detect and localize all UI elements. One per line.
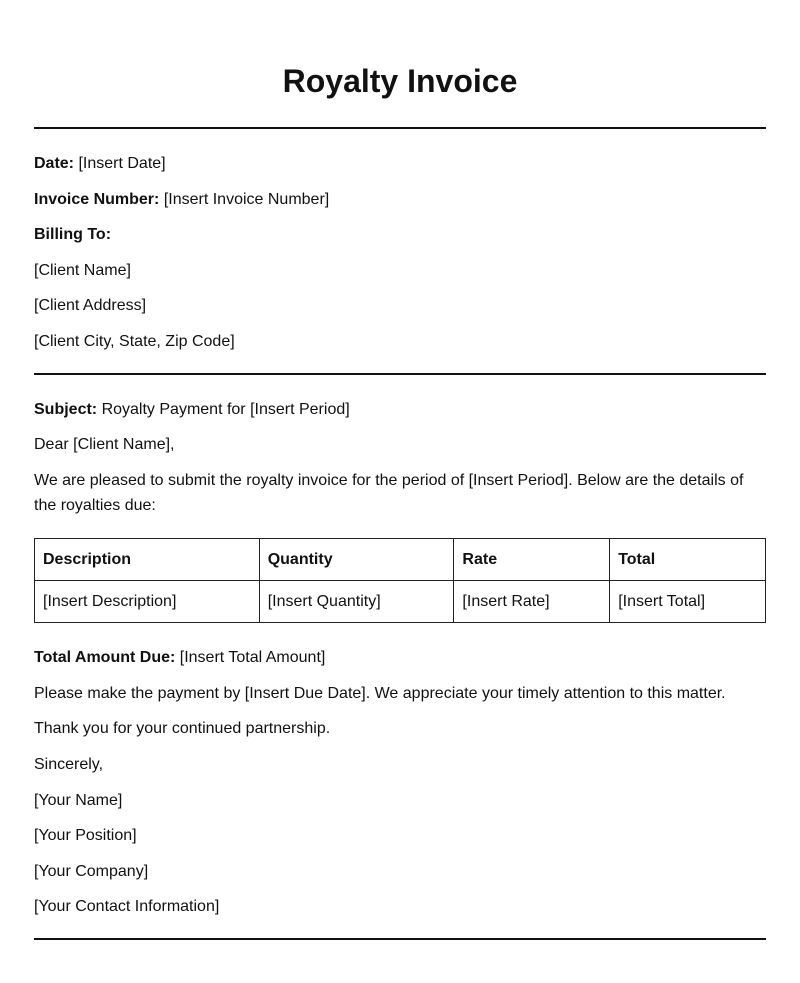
your-name: [Your Name]: [34, 792, 123, 809]
header-rate: Rate: [454, 539, 610, 581]
invoice-number-line: [34, 190, 766, 210]
header-total: Total: [610, 539, 766, 581]
date-line: [34, 154, 766, 174]
subject-line: [34, 400, 766, 420]
your-contact: [Your Contact Information]: [34, 898, 220, 915]
date-label: Date:: [34, 155, 75, 172]
cell-total: [Insert Total]: [610, 581, 766, 623]
total-due-line: [34, 648, 766, 668]
royalty-table: [34, 538, 766, 623]
sign-off: Sincerely,: [34, 756, 104, 773]
subject-value: Royalty Payment for [Insert Period]: [101, 401, 350, 418]
greeting: Dear [Client Name],: [34, 436, 175, 453]
client-city-state-zip: [Client City, State, Zip Code]: [34, 333, 235, 350]
client-address: [Client Address]: [34, 297, 147, 314]
divider-top: [34, 127, 766, 129]
page-title: Royalty Invoice: [282, 63, 518, 99]
your-company: [Your Company]: [34, 863, 149, 880]
total-due-label: Total Amount Due:: [34, 649, 176, 666]
thanks-line: Thank you for your continued partnership.: [34, 720, 331, 737]
cell-description: [Insert Description]: [35, 581, 260, 623]
client-name: [Client Name]: [34, 262, 131, 279]
header-description: Description: [35, 539, 260, 581]
divider-middle: [34, 373, 766, 375]
table-header-row: [35, 539, 766, 581]
date-value: [Insert Date]: [78, 155, 166, 172]
payment-note: Please make the payment by [Insert Due Date]. We appreciate your timely attention to this matter.: [34, 685, 726, 702]
table-row: [35, 581, 766, 623]
billing-to-label: Billing To:: [34, 226, 112, 243]
total-due-value: [Insert Total Amount]: [179, 649, 326, 666]
divider-bottom: [34, 938, 766, 940]
header-quantity: Quantity: [259, 539, 454, 581]
invoice-number-label: Invoice Number:: [34, 191, 160, 208]
cell-rate: [Insert Rate]: [454, 581, 610, 623]
intro-paragraph: We are pleased to submit the royalty invoice for the period of [Insert Period]. Below are the details of the royalties due:: [34, 472, 744, 514]
invoice-number-value: [Insert Invoice Number]: [163, 191, 330, 208]
your-position: [Your Position]: [34, 827, 137, 844]
subject-label: Subject:: [34, 401, 98, 418]
cell-quantity: [Insert Quantity]: [259, 581, 454, 623]
